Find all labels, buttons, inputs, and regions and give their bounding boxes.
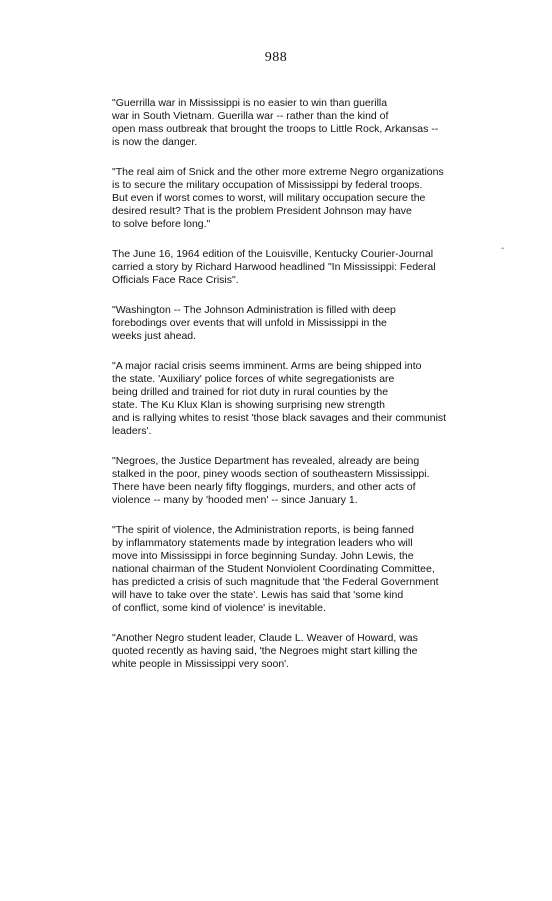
text-line: quoted recently as having said, 'the Negroes might start killing the (112, 645, 418, 657)
stray-mark: ‸ (500, 239, 504, 249)
document-body (112, 97, 482, 688)
text-line: move into Mississippi in force beginning Sunday. John Lewis, the (112, 550, 414, 562)
paragraph (112, 632, 482, 671)
text-line: and is rallying whites to resist 'those black savages and their communist (112, 412, 447, 424)
text-line: carried a story by Richard Harwood headlined "In Mississippi: Federal (112, 261, 436, 273)
text-line: stalked in the poor, piney woods section of southeastern Mississippi. (112, 468, 430, 480)
paragraph (112, 455, 482, 507)
text-line: weeks just ahead. (112, 330, 197, 342)
text-line: "Guerrilla war in Mississippi is no easier to win than guerilla (112, 97, 388, 109)
text-line: But even if worst comes to worst, will military occupation secure the (112, 192, 426, 204)
text-line: Officials Face Race Crisis". (112, 274, 239, 286)
text-line: being drilled and trained for riot duty in rural counties by the (112, 386, 389, 398)
text-line: state. The Ku Klux Klan is showing surprising new strength (112, 399, 385, 411)
text-line: "Washington -- The Johnson Administration is filled with deep (112, 304, 396, 316)
text-line: "Another Negro student leader, Claude L. Weaver of Howard, was (112, 632, 418, 644)
text-line: is to secure the military occupation of Mississippi by federal troops. (112, 179, 423, 191)
text-line: war in South Vietnam. Guerilla war -- rather than the kind of (112, 110, 389, 122)
text-line: violence -- many by 'hooded men' -- since January 1. (112, 494, 358, 506)
text-line: There have been nearly fifty floggings, murders, and other acts of (112, 481, 416, 493)
text-line: of conflict, some kind of violence' is inevitable. (112, 602, 326, 614)
text-line: "The spirit of violence, the Administration reports, is being fanned (112, 524, 414, 536)
paragraph (112, 360, 482, 438)
paragraph (112, 166, 482, 231)
paragraph (112, 524, 482, 615)
text-line: leaders'. (112, 425, 152, 437)
text-line: is now the danger. (112, 136, 198, 148)
paragraph (112, 97, 482, 149)
text-line: open mass outbreak that brought the troops to Little Rock, Arkansas -- (112, 123, 439, 135)
text-line: "Negroes, the Justice Department has revealed, already are being (112, 455, 420, 467)
text-line: desired result? That is the problem President Johnson may have (112, 205, 412, 217)
paragraph (112, 304, 482, 343)
page-number: 988 (264, 50, 288, 65)
text-line: national chairman of the Student Nonviolent Coordinating Committee, (112, 563, 435, 575)
text-line: "A major racial crisis seems imminent. Arms are being shipped into (112, 360, 422, 372)
text-line: The June 16, 1964 edition of the Louisville, Kentucky Courier-Journal (112, 248, 434, 260)
text-line: by inflammatory statements made by integration leaders who will (112, 537, 413, 549)
text-line: white people in Mississippi very soon'. (112, 658, 290, 670)
paragraph (112, 248, 482, 287)
text-line: the state. 'Auxiliary' police forces of white segregationists are (112, 373, 395, 385)
text-line: forebodings over events that will unfold in Mississippi in the (112, 317, 387, 329)
text-line: "The real aim of Snick and the other more extreme Negro organizations (112, 166, 444, 178)
text-line: will have to take over the state'. Lewis has said that 'some kind (112, 589, 404, 601)
text-line: has predicted a crisis of such magnitude that 'the Federal Government (112, 576, 439, 588)
text-line: to solve before long." (112, 218, 211, 230)
